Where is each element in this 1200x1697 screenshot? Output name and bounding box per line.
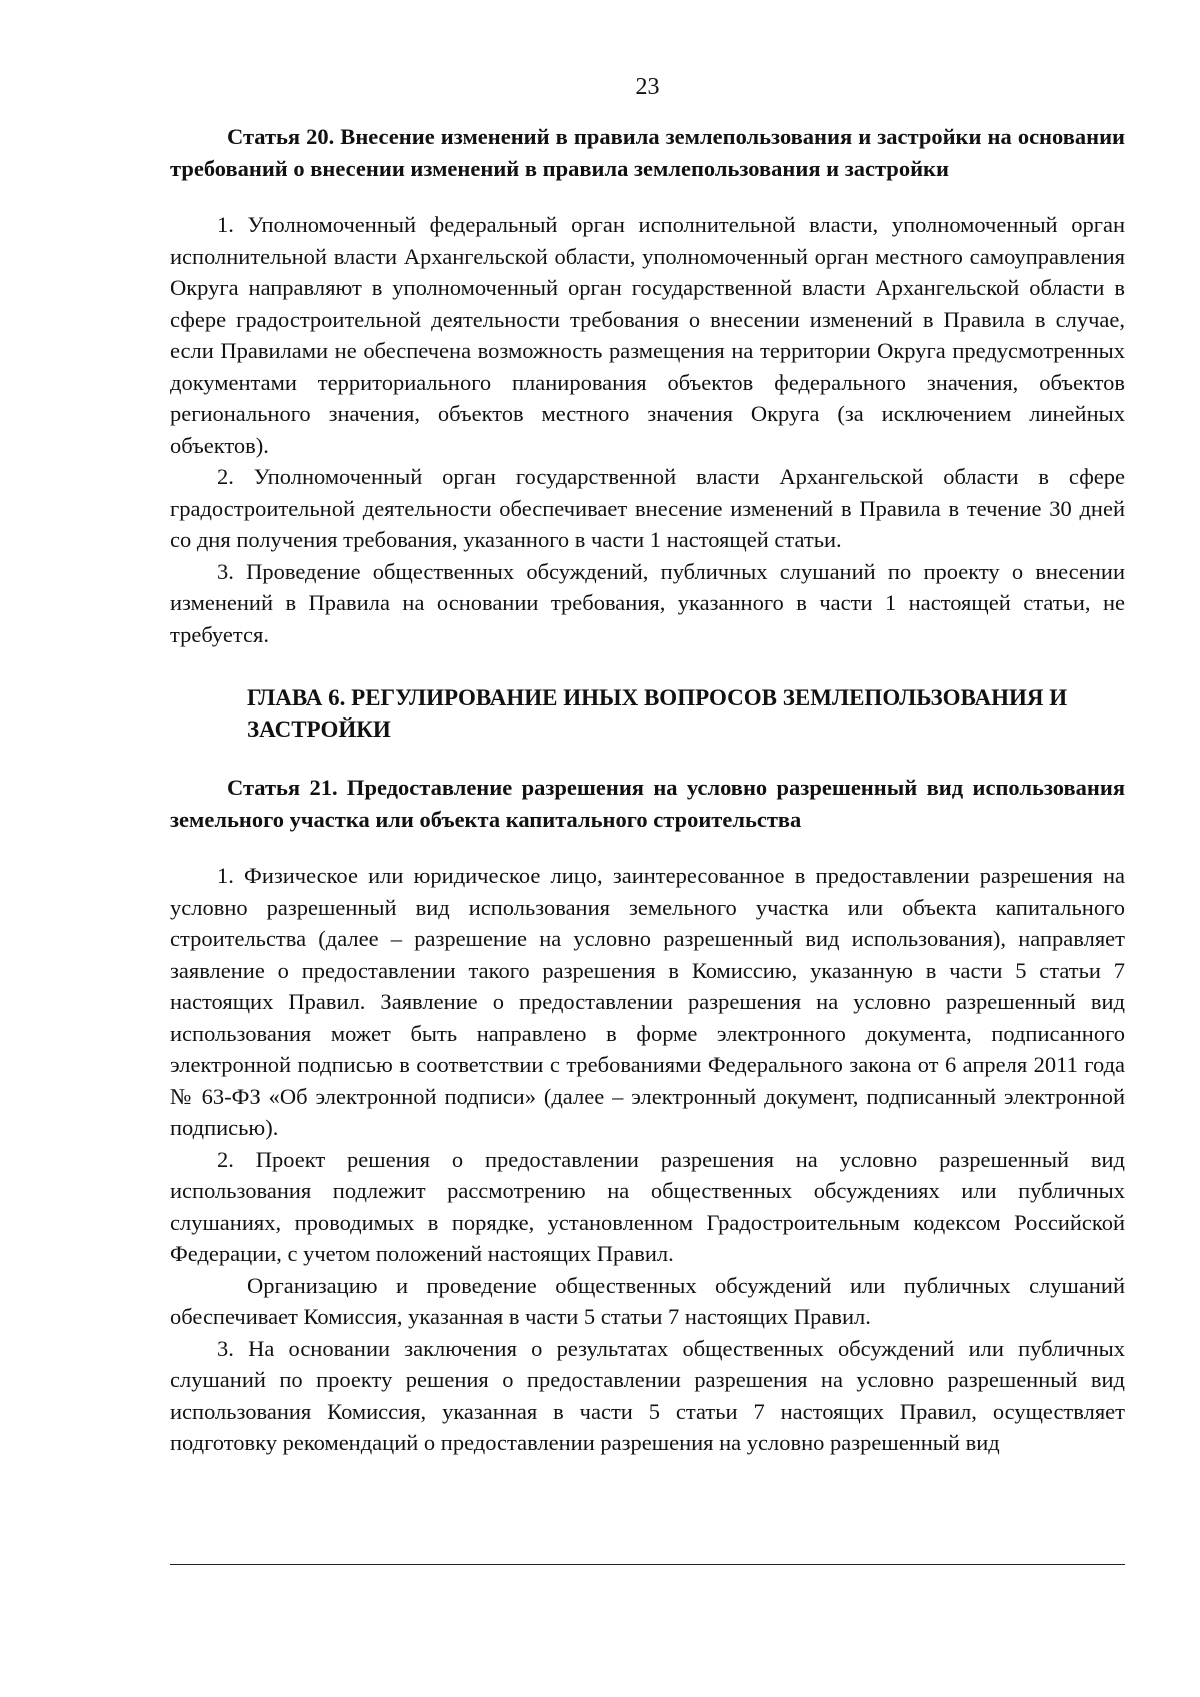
article-21-paragraph-1: 1. Физическое или юридическое лицо, заинтересованное в предоставлении разрешения на условно разрешенный вид использования земельного участка или объекта капитального строительства (далее – разрешение на условно разрешенный вид использования), направляет заявление о предоставлении такого разрешения в Комиссию, указанную в части 5 статьи 7 настоящих Правил. Заявление о предоставлении разрешения на условно разрешенный вид использования может быть направлено в форме электронного документа, подписанного электронной подписью в соответствии с требованиями Федерального закона от 6 апреля 2011 года № 63-ФЗ «Об электронной подписи» (далее – электронный документ, подписанный электронной подписью). (170, 863, 1125, 1140)
page-content (170, 121, 1125, 1459)
footer-divider (170, 1564, 1125, 1565)
article-20-paragraph-2: 2. Уполномоченный орган государственной власти Архангельской области в сфере градостроительной деятельности обеспечивает внесение изменений в Правила в течение 30 дней со дня получения требования, указанного в части 1 настоящей статьи. (170, 464, 1125, 552)
article-20-paragraph-3: 3. Проведение общественных обсуждений, публичных слушаний по проекту о внесении изменений в Правила на основании требования, указанного в части 1 настоящей статьи, не требуется. (170, 558, 1125, 647)
article-20-title: Статья 20. Внесение изменений в правила землепользования и застройки на основании требований о внесении изменений в правила землепользования и застройки (170, 124, 1125, 181)
article-20-paragraph-1: 1. Уполномоченный федеральный орган исполнительной власти, уполномоченный орган исполнительной власти Архангельской области, уполномоченный орган местного самоуправления Округа направляют в уполномоченный орган государственной власти Архангельской области в сфере градостроительной деятельности требования о внесении изменений в Правила в случае, если Правилами не обеспечена возможность размещения на территории Округа предусмотренных документами территориального планирования объектов федерального значения, объектов регионального значения, объектов местного значения Округа (за исключением линейных объектов). (170, 212, 1125, 458)
article-21-title: Статья 21. Предоставление разрешения на условно разрешенный вид использования земельного участка или объекта капитального строительства (170, 775, 1125, 832)
article-21-paragraph-2-continuation: Организацию и проведение общественных обсуждений или публичных слушаний обеспечивает Комиссия, указанная в части 5 статьи 7 настоящих Правил. (170, 1272, 1125, 1329)
chapter-6-title: ГЛАВА 6. РЕГУЛИРОВАНИЕ ИНЫХ ВОПРОСОВ ЗЕМЛЕПОЛЬЗОВАНИЯ И ЗАСТРОЙКИ (247, 685, 1068, 742)
article-21-paragraph-2: 2. Проект решения о предоставлении разрешения на условно разрешенный вид использования подлежит рассмотрению на общественных обсуждениях или публичных слушаниях, проводимых в порядке, установленном Градостроительным кодексом Российской Федерации, с учетом положений настоящих Правил. (170, 1146, 1125, 1266)
article-21-paragraph-3: 3. На основании заключения о результатах общественных обсуждений или публичных слушаний по проекту решения о предоставлении разрешения на условно разрешенный вид использования Комиссия, указанная в части 5 статьи 7 настоящих Правил, осуществляет подготовку рекомендаций о предоставлении разрешения на условно разрешенный вид (170, 1335, 1125, 1455)
page-number: 23 (635, 74, 660, 100)
